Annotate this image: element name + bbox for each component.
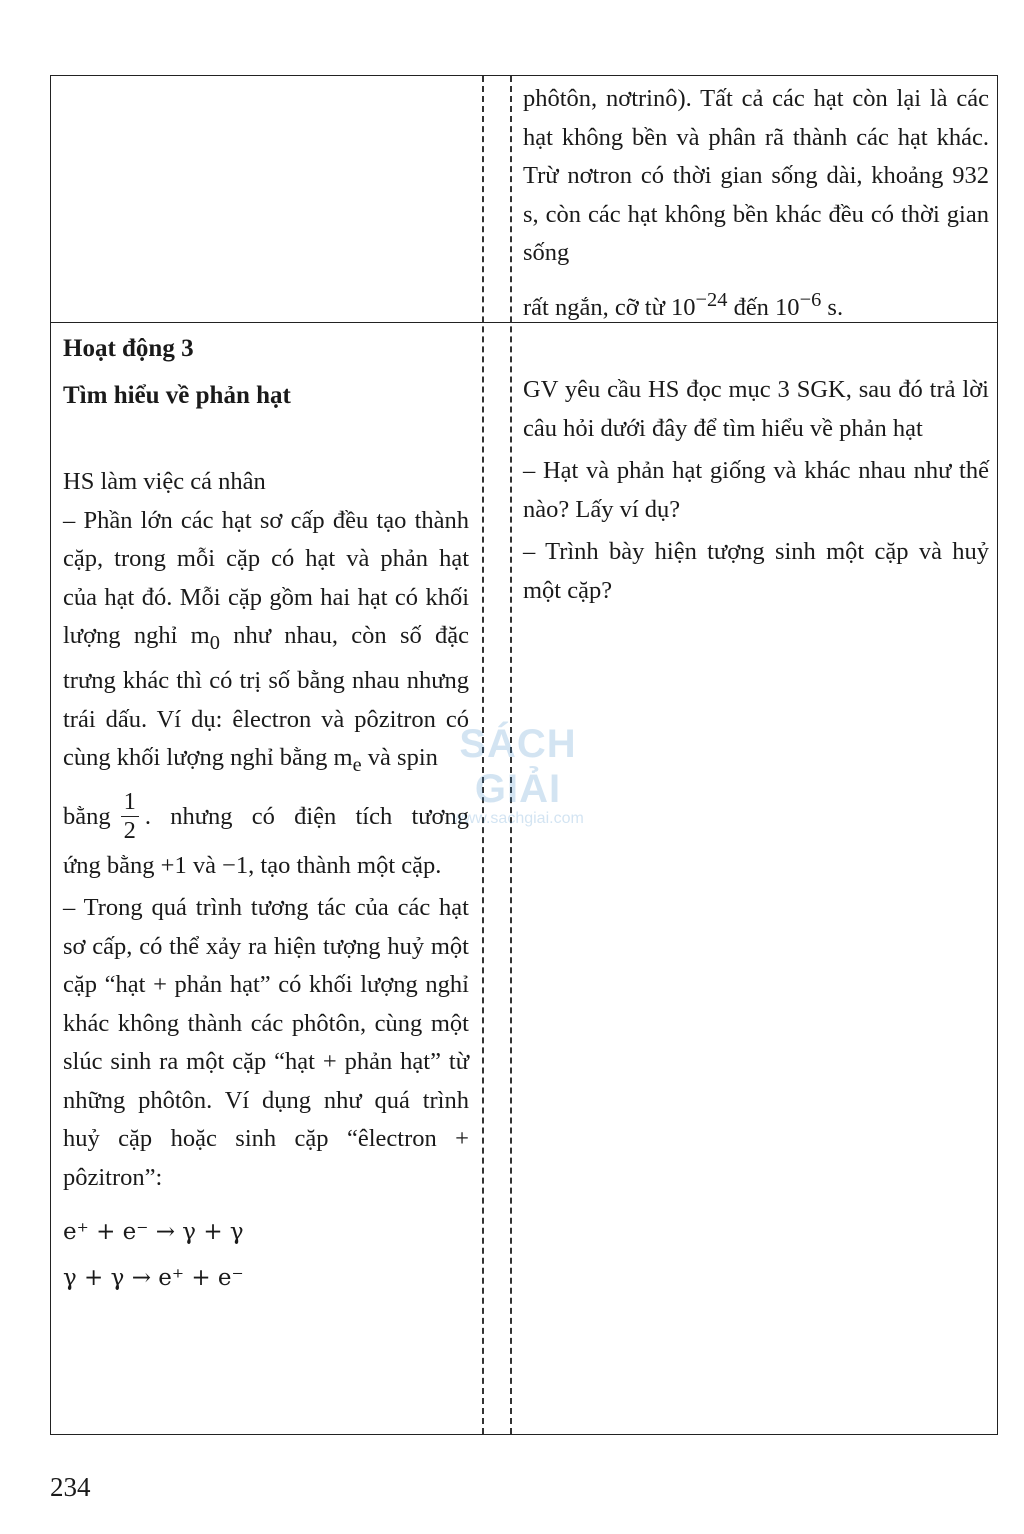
lifetime-prefix: rất ngắn, cỡ từ 10 xyxy=(523,293,696,321)
paragraph-continuation: ứng bằng +1 và −1, tạo thành một cặp. xyxy=(63,851,442,879)
lifetime-suffix: s. xyxy=(821,293,844,321)
subscript-zero: 0 xyxy=(209,631,220,654)
annihilation-paragraph: – Trong quá trình tương tác của các hạt sơ cấp, có thể xảy ra hiện tượng huỷ một cặp “hạt + phản hạt” có khối lượng nghỉ khác không thành các phôtôn, cùng một slúc sinh ra một cặp “hạt + phản hạt” từ những phôtôn. Ví dụng như quá trình huỷ cặp hoặc sinh cặp “êlectron + pôzitron”: xyxy=(63,894,469,1191)
question-1: – Hạt và phản hạt giống và khác nhau như thế nào? Lấy ví dụ? xyxy=(523,457,989,523)
watermark-url: www.sachgiai.com xyxy=(452,810,584,827)
pair-production-equation: γ + γ → e⁺ + e⁻ xyxy=(63,1265,244,1292)
page-number: 234 xyxy=(50,1472,91,1502)
question-2: – Trình bày hiện tượng sinh một cặp và huỷ một cặp? xyxy=(523,538,989,604)
paragraph-part: như nhau, còn số đặc trưng khác thì có trị số bằng nhau nhưng trái dấu. Ví dụ: êlectron và pôzitron có cùng khối lượng nghỉ bằng m xyxy=(63,622,470,772)
activity-subtitle: Tìm hiểu về phản hạt xyxy=(63,381,291,409)
column-divider-dashed xyxy=(510,76,512,1434)
annihilation-equation: e⁺ + e⁻ → γ + γ xyxy=(63,1219,244,1246)
student-activity-cell xyxy=(63,330,469,1301)
top-right-cell xyxy=(523,80,989,327)
fraction-lead-text: bằng xyxy=(63,802,111,830)
activity-title: Hoạt động 3 xyxy=(63,335,194,362)
exponent-minus-24: −24 xyxy=(695,288,728,311)
subscript-e: e xyxy=(352,754,362,777)
paragraph-part: và spin xyxy=(361,744,438,772)
paragraph-part: – Phần lớn các hạt sơ cấp đều tạo thành cặp, trong mỗi cặp có hạt và phản hạt của hạt đó. Mỗi cặp gồm hai hạt có khối lượng nghỉ m xyxy=(63,506,469,649)
exponent-minus-6: −6 xyxy=(799,288,822,311)
lesson-table xyxy=(50,75,998,1435)
equations xyxy=(63,1209,469,1301)
antiparticle-paragraph xyxy=(63,502,469,785)
teacher-intro: GV yêu cầu HS đọc mục 3 SGK, sau đó trả lời câu hỏi dưới đây để tìm hiểu về phản hạt xyxy=(523,376,989,442)
fraction-rest-text: . nhưng có điện tích tương xyxy=(144,802,469,830)
spin-fraction-line xyxy=(63,787,469,847)
column-divider-dashed xyxy=(482,76,484,1434)
fraction-one-half xyxy=(121,788,139,845)
top-right-paragraph: phôtôn, nơtrinô). Tất cả các hạt còn lại là các hạt không bền và phân rã thành các hạt khác. Trừ nơtron có thời gian sống dài, khoảng 932 s, còn các hạt không bền khác đều có thời gian sống xyxy=(523,85,989,266)
lifetime-mid: đến 10 xyxy=(727,293,800,321)
teacher-activity-cell xyxy=(523,371,989,610)
fraction-numerator: 1 xyxy=(121,788,139,817)
fraction-denominator: 2 xyxy=(123,817,136,845)
lifetime-line xyxy=(523,281,989,328)
watermark-title: SÁCH GIẢI xyxy=(459,722,577,811)
work-mode: HS làm việc cá nhân xyxy=(63,468,266,495)
